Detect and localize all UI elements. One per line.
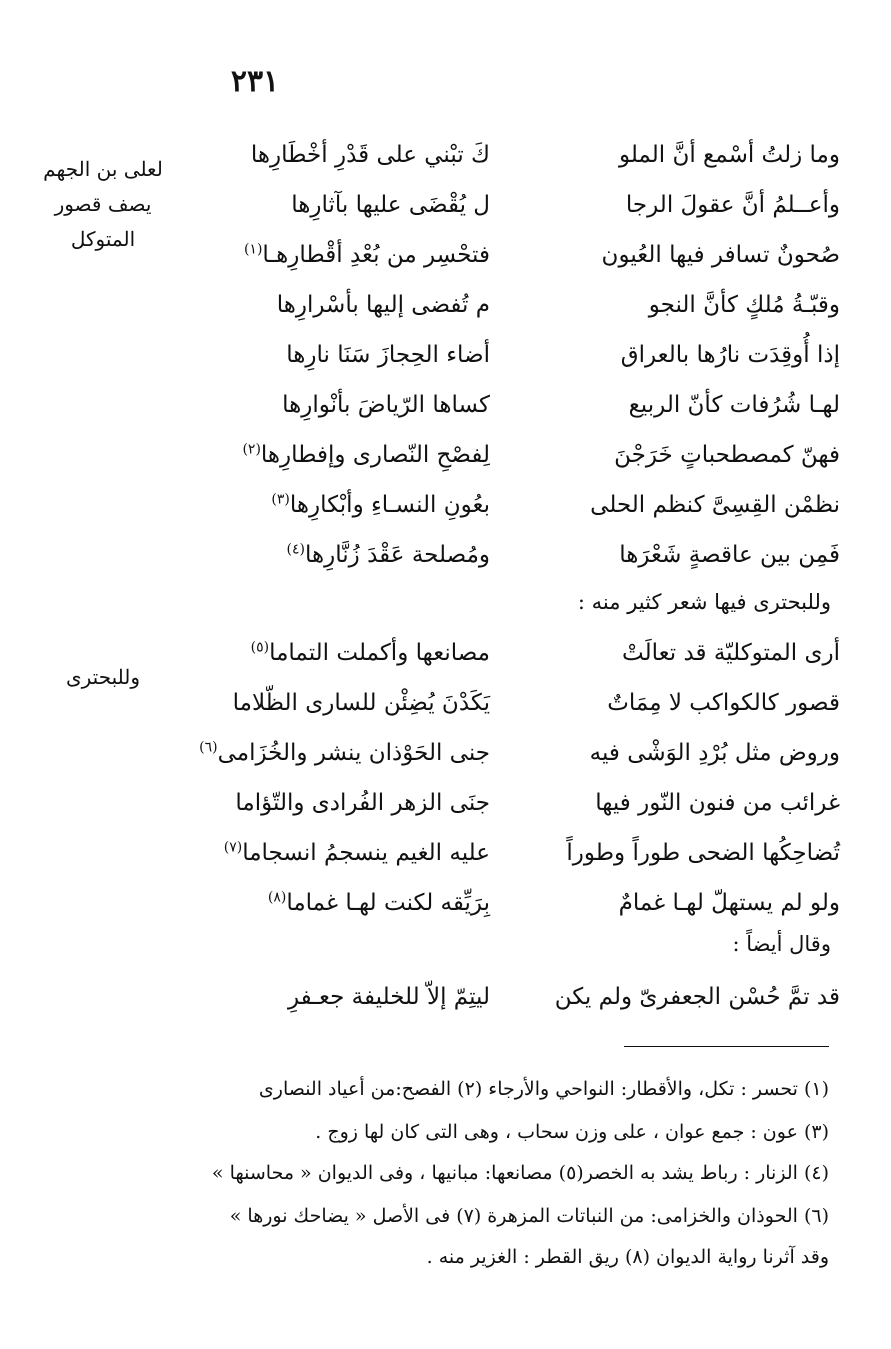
hemistich-text: جنى الحَوْذان ينشر والخُزَامى [217,740,490,766]
verse-row [60,480,840,530]
second-hemistich [190,828,490,878]
hemistich-text: ل يُقْضَى عليها بآثارِها [291,192,490,218]
footnote-marker: (٦) [199,739,218,756]
side-note-line: لعلى بن الجهم [43,157,163,181]
verse-row [60,778,840,828]
hemistich-text: كَ تبْني على قَدْرِ أخْطَارِها [250,142,490,168]
first-hemistich: لهـا شُرُفات كأنّ الربيع [628,392,840,418]
hemistich-text: عليه الغيم ينسجمُ انسجاما [242,840,490,866]
hemistich-text: م تُفضى إليها بأسْرارِها [276,292,490,318]
footnote-marker: (٨) [267,889,287,906]
second-hemistich [190,972,490,1022]
verse-row [60,280,840,330]
hemistich-text: يَكَدْنَ يُضِئْن للسارى الظّلاما [232,690,490,716]
first-hemistich: قصور كالكواكب لا مِمَاتٌ [607,690,840,716]
hemistich-text: جنَى الزهر الفُرادى والتّؤاما [235,790,490,816]
second-hemistich [190,180,490,230]
second-hemistich [190,130,490,180]
verse-row [60,380,840,430]
second-hemistich [190,380,490,430]
first-hemistich: وأعــلمُ أنَّ عقولَ الرجا [625,192,840,218]
verse-row [60,878,840,928]
verse-row [60,530,840,580]
verse-row [60,628,840,678]
hemistich-text: ليتِمّ إلاّ للخليفة جعـفرِ [287,984,490,1010]
second-hemistich [190,678,490,728]
verse-row [60,972,840,1022]
hemistich-text: بِرَيِّقه لكنت لهـا غماما [286,890,490,916]
intro-also: وقال أيضاً : [732,932,831,956]
second-hemistich [190,878,490,928]
side-note-line: المتوكل [70,227,136,251]
second-hemistich [190,330,490,380]
second-hemistich [190,480,490,530]
footnote-marker: (١) [243,241,263,258]
first-hemistich: وروض مثل بُرْدِ الوَشْى فيه [589,740,840,766]
first-hemistich: وقبّـةُ مُلكٍ كأنَّ النجو [648,292,840,318]
first-hemistich: قد تمَّ حُسْن الجعفرىّ ولم يكن [554,984,840,1010]
footnote-line: (٦) الحوذان والخزامى: من النباتات المزهرة (٧) فى الأصل « يضاحك نورها » [229,1205,829,1227]
footnote-marker: (٣) [271,491,290,508]
second-hemistich [190,230,490,280]
hemistich-text: كساها الرّياضَ بأنْوارِها [282,392,490,418]
first-hemistich: نظمْن القِسِىَّ كنظم الحلى [590,492,840,518]
hemistich-text: بعُونِ النسـاءِ وأبْكارِها [289,492,490,518]
page-number: ٢٣١ [230,64,280,99]
first-hemistich: صُحونٌ تسافر فيها العُيون [601,242,840,268]
first-hemistich: إذا أُوقِدَت نارُها بالعراق [620,342,840,368]
hemistich-text: ومُصلحة عَقْدَ زُنَّارِها [305,542,490,568]
second-hemistich [190,530,490,580]
hemistich-text: أضاء الحِجازَ سَنَا نارِها [286,342,490,368]
first-hemistich: أرى المتوكليّة قد تعالَتْ [622,640,840,666]
first-hemistich: ولو لم يستهلّ لهـا غمامٌ [618,890,840,916]
verse-row [60,230,840,280]
hemistich-text: لِفصْحِ النّصارى وإفطارِها [260,442,490,468]
side-note-line: يصف قصور [54,192,152,216]
intro-buhturi: وللبحترى فيها شعر كثير منه : [577,590,831,614]
footnote-line: (٤) الزنار : رباط يشد به الخصر(٥) مصانعها: مبانيها ، وفى الديوان « محاسنها » [211,1162,829,1184]
footnote-marker: (٥) [250,639,270,656]
second-hemistich [190,628,490,678]
footnote-line: (١) تحسر : تكل، والأقطار: النواحي والأرجاء (٢) الفصح:من أعياد النصارى [258,1078,829,1100]
first-hemistich: وما زلتُ أسْمع أنَّ الملو [618,142,840,168]
second-hemistich [190,778,490,828]
hemistich-text: فتحْسِر من بُعْدِ أقْطارِهـا [262,242,490,268]
verse-row [60,678,840,728]
verse-row [60,180,840,230]
footnote-marker: (٧) [223,839,243,856]
verse-row [60,130,840,180]
second-hemistich [190,430,490,480]
first-hemistich: غرائب من فنون النّور فيها [595,790,840,816]
hemistich-text: مصانعها وأكملت التماما [269,640,490,666]
verse-row [60,728,840,778]
verse-row [60,430,840,480]
footnote-marker: (٤) [286,541,306,558]
footnote-divider [624,1046,829,1047]
second-hemistich [190,728,490,778]
footnote-line: (٣) عون : جمع عوان ، على وزن سحاب ، وهى التى كان لها زوج . [315,1121,829,1143]
footnote-marker: (٢) [242,441,261,458]
footnote-line: وقد آثرنا رواية الديوان (٨) ريق القطر : الغزير منه . [426,1246,829,1268]
verse-row [60,828,840,878]
first-hemistich: فَمِن بين عاقصةٍ شَعْرَها [619,542,840,568]
first-hemistich: تُضاحِكُها الضحى طوراً وطوراً [566,840,840,866]
side-note-line: وللبحترى [65,665,141,689]
second-hemistich [190,280,490,330]
first-hemistich: فهنّ كمصطحباتٍ خَرَجْنَ [614,442,840,468]
verse-row [60,330,840,380]
